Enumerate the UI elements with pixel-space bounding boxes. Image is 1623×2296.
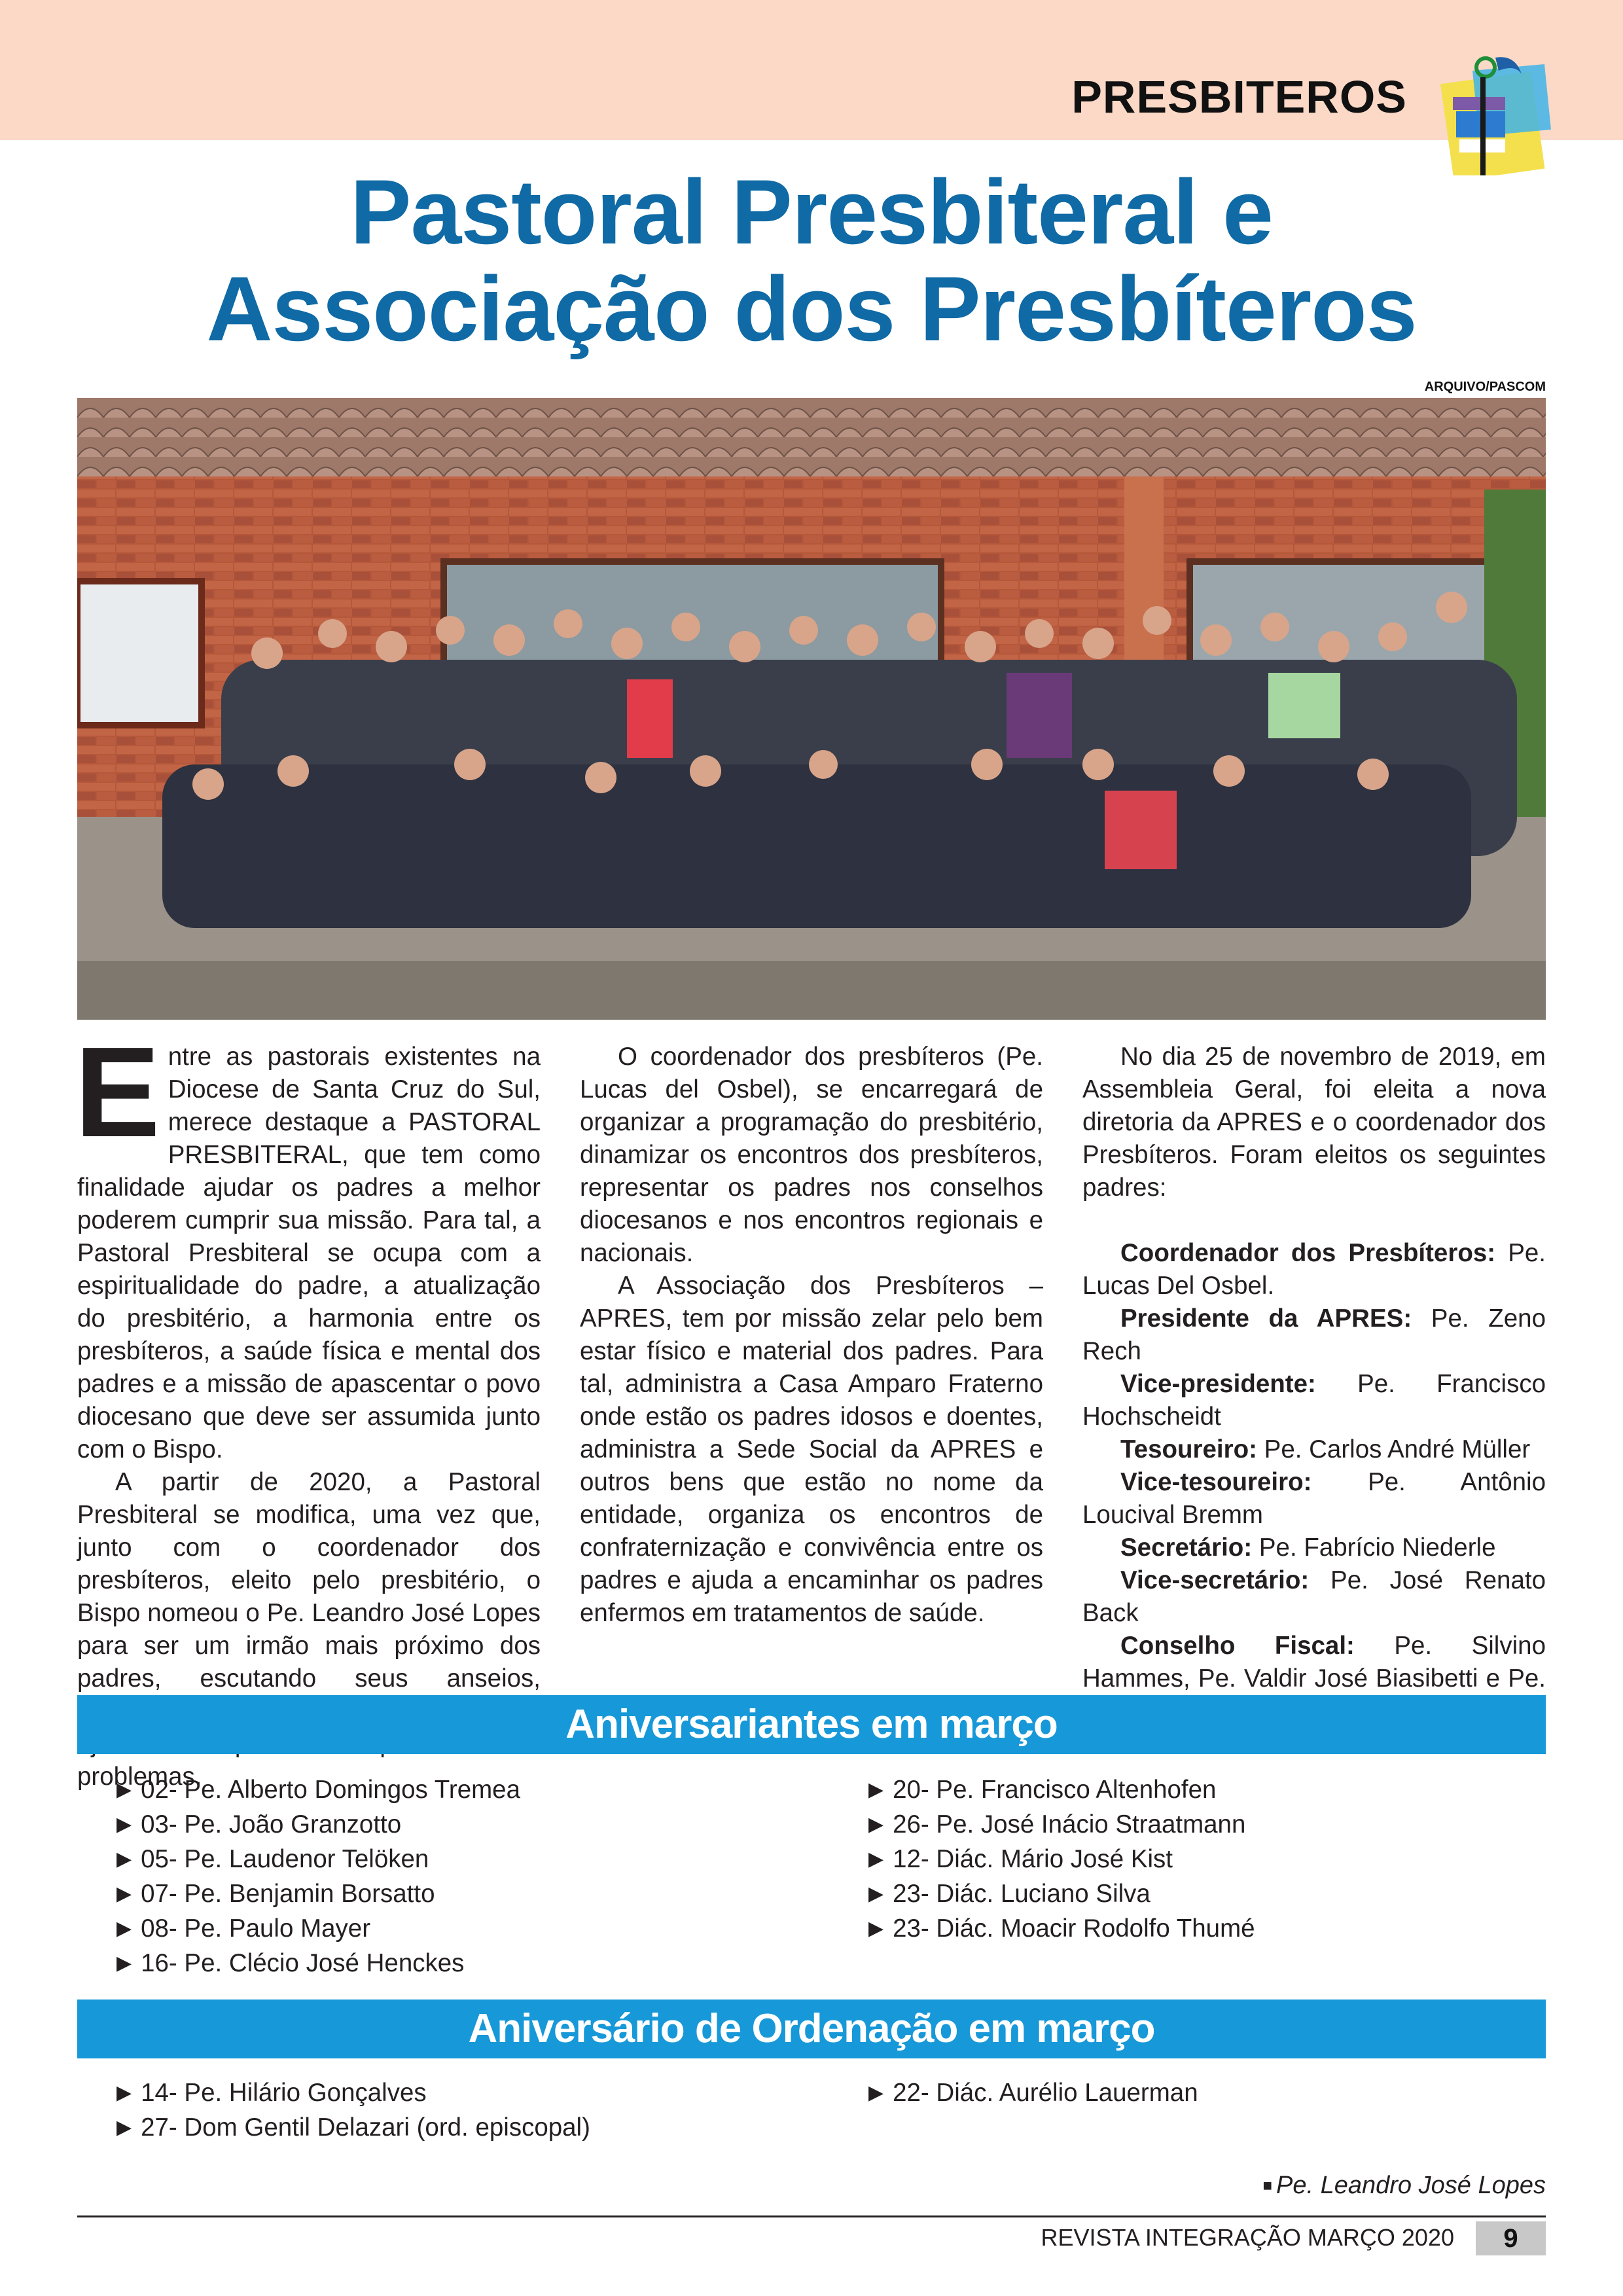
board-role: Vice-secretário: bbox=[1120, 1566, 1310, 1594]
article-title bbox=[79, 160, 1544, 360]
list-item: ▶ 03- Pe. João Granzotto bbox=[116, 1808, 771, 1843]
board-member-name: Pe. José Renato Back bbox=[1082, 1566, 1546, 1627]
article-column-1 bbox=[75, 1020, 541, 1793]
board-member-name: Pe. Zeno Rech bbox=[1082, 1304, 1546, 1365]
drop-cap: E bbox=[75, 1020, 160, 1164]
board-member bbox=[1082, 1433, 1546, 1466]
birthdays-banner: Aniversariantes em março bbox=[77, 1695, 1546, 1754]
birthdays-list-right bbox=[868, 1774, 1523, 1947]
list-item: ▶ 20- Pe. Francisco Altenhofen bbox=[868, 1774, 1523, 1808]
board-role: Tesoureiro: bbox=[1120, 1435, 1257, 1463]
ordinations-list-left bbox=[116, 2077, 771, 2146]
article-paragraph: A partir de 2020, a Pastoral Presbiteral se modifica, uma vez que, junto com o coordenador dos presbíteros, eleito pelo presbitério, o Bispo nomeou o Pe. Leandro José Lopes para ser um irmão mais próximo dos padres, escutando seus anseios, problemas. bbox=[77, 1468, 541, 1791]
list-item: ▶ 14- Pe. Hilário Gonçalves bbox=[116, 2077, 771, 2111]
list-item: ▶ 16- Pe. Clécio José Henckes bbox=[116, 1947, 771, 1982]
board-list bbox=[1082, 1237, 1546, 1728]
list-item: ▶ 05- Pe. Laudenor Telöken bbox=[116, 1843, 771, 1878]
board-role: Secretário: bbox=[1120, 1534, 1253, 1562]
board-member bbox=[1082, 1532, 1546, 1564]
article-paragraph: A Associação dos Presbíteros – APRES, tem por missão zelar pelo bem estar físico e material dos padres. Para tal, administra a Casa Amparo Fraterno onde estão os padres idosos e doentes, administra a Sede Social da APRES e outros bens que estão no nome da entidade, organiza os encontros de confraternização e convivência entre os padres e ajuda a encaminhar os padres enfermos em tratamentos de saúde. bbox=[580, 1272, 1043, 1627]
author-signature: ■ Pe. Leandro José Lopes bbox=[1263, 2172, 1546, 2200]
board-role: Vice-tesoureiro: bbox=[1120, 1468, 1312, 1496]
group-photo bbox=[77, 398, 1546, 1020]
title-line-1: Pastoral Presbiteral e bbox=[350, 160, 1273, 263]
board-member bbox=[1082, 1368, 1546, 1433]
paragraph-1-text: ntre as pastorais existentes na Diocese de Santa Cruz do Sul, merece destaque a PASTORAL PRESBITERAL, que tem como finalidade ajudar os padres a melhor poderem cumprir sua missão. Para tal, a Pastoral Presbiteral se ocupa com a espiritualidade do padre, a atualização do presbitério, a harmonia entre os presbíteros, a saúde física e mental dos padres e a missão de apascentar o povo diocesano que deve ser assumida junto com o Bispo. bbox=[77, 1043, 541, 1463]
board-role: Vice-presidente: bbox=[1120, 1370, 1316, 1398]
list-item: ▶ 23- Diác. Moacir Rodolfo Thumé bbox=[868, 1912, 1523, 1947]
ordinations-banner: Aniversário de Ordenação em março bbox=[77, 2000, 1546, 2058]
spacer bbox=[1082, 1204, 1546, 1237]
article-paragraph bbox=[75, 1020, 541, 1466]
list-item: ▶ 07- Pe. Benjamin Borsatto bbox=[116, 1878, 771, 1912]
board-member-name: Pe. Silvino Hammes, Pe. Valdir José Biasibetti e Pe. bbox=[1082, 1632, 1546, 1693]
section-label: PRESBITEROS bbox=[1071, 71, 1407, 122]
list-item: ▶ 26- Pe. José Inácio Straatmann bbox=[868, 1808, 1523, 1843]
diocese-logo-icon bbox=[1433, 51, 1558, 175]
board-member-name: Pe. Antônio Loucival Bremm bbox=[1082, 1468, 1546, 1529]
ordinations-list-right bbox=[868, 2077, 1523, 2111]
board-role: Conselho Fiscal: bbox=[1120, 1632, 1355, 1660]
board-member-name: Pe. Fabrício Niederle bbox=[1252, 1534, 1496, 1562]
page-number: 9 bbox=[1476, 2221, 1546, 2255]
footer-divider bbox=[77, 2215, 1546, 2217]
article-paragraph: O coordenador dos presbíteros (Pe. Lucas del Osbel), se encarregará de organizar a programação do presbitério, dinamizar os encontros dos presbíteros, representar os padres nos conselhos diocesanos e nos encontros regionais e nacionais. bbox=[580, 1043, 1043, 1267]
list-item: ▶ 23- Diác. Luciano Silva bbox=[868, 1878, 1523, 1912]
birthdays-list-left bbox=[116, 1774, 771, 1982]
board-member-name: Pe. Carlos André Müller bbox=[1257, 1435, 1531, 1463]
board-role: Presidente da APRES: bbox=[1120, 1304, 1412, 1333]
photo-credit: ARQUIVO/PASCOM bbox=[1424, 380, 1546, 394]
list-item: ▶ 22- Diác. Aurélio Lauerman bbox=[868, 2077, 1523, 2111]
title-line-2: Associação dos Presbíteros bbox=[206, 257, 1417, 360]
board-role: Coordenador dos Presbíteros: bbox=[1120, 1239, 1496, 1267]
magazine-name: REVISTA INTEGRAÇÃO MARÇO 2020 bbox=[1041, 2224, 1454, 2251]
list-item: ▶ 27- Dom Gentil Delazari (ord. episcopal) bbox=[116, 2111, 771, 2146]
article-column-2 bbox=[580, 1041, 1043, 1630]
board-member bbox=[1082, 1564, 1546, 1630]
article-column-3 bbox=[1082, 1041, 1546, 1728]
list-item: ▶ 12- Diác. Mário José Kist bbox=[868, 1843, 1523, 1878]
list-item: ▶ 08- Pe. Paulo Mayer bbox=[116, 1912, 771, 1947]
article-paragraph: No dia 25 de novembro de 2019, em Assembleia Geral, foi eleita a nova diretoria da APRES e o coordenador dos Presbíteros. Foram eleitos os seguintes padres: bbox=[1082, 1043, 1546, 1202]
list-item: ▶ 02- Pe. Alberto Domingos Tremea bbox=[116, 1774, 771, 1808]
board-member-name: Pe. Francisco Hochscheidt bbox=[1082, 1370, 1546, 1431]
board-member-name: Pe. Lucas Del Osbel. bbox=[1082, 1239, 1546, 1300]
board-member bbox=[1082, 1466, 1546, 1532]
board-member bbox=[1082, 1237, 1546, 1302]
board-member bbox=[1082, 1302, 1546, 1368]
